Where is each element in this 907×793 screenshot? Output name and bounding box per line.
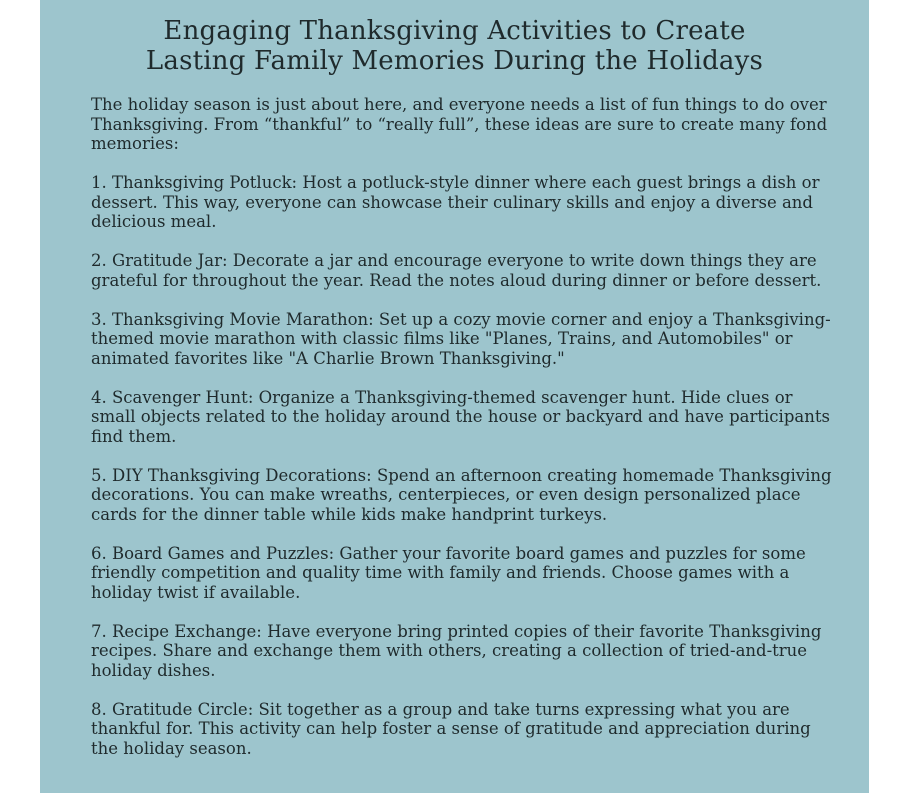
list-item-potluck: 1. Thanksgiving Potluck: Host a potluck-style dinner where each guest brings a dish or dessert. This way, everyone can showcase their culinary skills and enjoy a diverse and delicious meal. [91,173,820,231]
title-line-1: Engaging Thanksgiving Activities to Create [163,16,746,46]
list-item-gratitude-circle: 8. Gratitude Circle: Sit together as a group and take turns expressing what you are thankful for. This activity can help foster a sense of gratitude and appreciation during the holiday season. [91,699,811,758]
article-card [40,0,869,793]
list-item-movie-marathon: 3. Thanksgiving Movie Marathon: Set up a cozy movie corner and enjoy a Thanksgiving-themed movie marathon with classic films like "Planes, Trains, and Automobiles" or animated favorites like "A Charlie Brown Thanksgiving." [91,309,831,368]
list-item-gratitude-jar: 2. Gratitude Jar: Decorate a jar and encourage everyone to write down things they are grateful for throughout the year. Read the notes aloud during dinner or before dessert. [91,251,822,290]
list-item-scavenger-hunt: 4. Scavenger Hunt: Organize a Thanksgiving-themed scavenger hunt. Hide clues or small objects related to the holiday around the house or backyard and have participants find them. [91,387,830,446]
list-item-diy-decorations: 5. DIY Thanksgiving Decorations: Spend an afternoon creating homemade Thanksgiving decorations. You can make wreaths, centerpieces, or even design personalized place cards for the dinner table while kids make handprint turkeys. [91,465,832,524]
title-line-2: Lasting Family Memories During the Holidays [145,46,764,76]
page-title [40,16,869,76]
list-item-board-games: 6. Board Games and Puzzles: Gather your favorite board games and puzzles for some friendly competition and quality time with family and friends. Choose games with a holiday twist if available. [91,543,806,602]
article-body [91,95,836,778]
intro-paragraph: The holiday season is just about here, and everyone needs a list of fun things to do over Thanksgiving. From “thankful” to “really full”, these ideas are sure to create many fond memories: [91,95,828,153]
list-item-recipe-exchange: 7. Recipe Exchange: Have everyone bring printed copies of their favorite Thanksgiving recipes. Share and exchange them with others, creating a collection of tried-and-true holiday dishes. [91,621,822,680]
